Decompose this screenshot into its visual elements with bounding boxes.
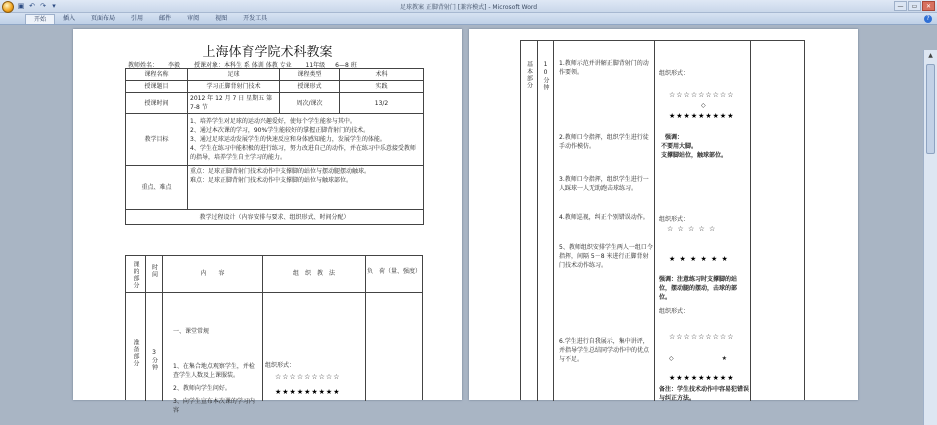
tab-mailings[interactable]: 邮件 — [159, 15, 172, 22]
content-item: 5、教师组织安排学生两人一组口令指挥，间隔 5－8 米进行正脚背射门技术动作练习。 — [559, 244, 653, 269]
content-item: 3、向学生宣布本次课的学习内容 — [173, 398, 255, 414]
maximize-icon[interactable]: ▭ — [908, 1, 921, 11]
form-value[interactable]: 实践 — [340, 81, 424, 93]
org-cell[interactable] — [263, 293, 366, 401]
minimize-icon[interactable]: — — [894, 1, 907, 11]
tab-review[interactable]: 审阅 — [187, 15, 200, 22]
load-cell[interactable] — [366, 293, 422, 401]
formation-hollow-stars: ☆☆☆☆☆☆☆☆☆ — [669, 333, 735, 341]
content-item: 1.教师示范并讲解正脚背射门的动作要领。 — [559, 60, 649, 76]
basic-part-table — [520, 40, 805, 400]
time-value[interactable]: 2012 年 12 月 7 日 星期五 第 7-8 节 — [188, 93, 280, 114]
target-value: 本科生 系 体训 体教 专业 — [223, 62, 292, 69]
emphasis-label: 强调： — [665, 134, 684, 141]
note-paragraph: 备注：学生技术动作中容易犯错误与纠正方法。 — [659, 386, 750, 402]
content-item: 一、课堂常规 — [173, 328, 210, 335]
content-item: 2.教师口令指挥，组织学生进行徒手动作模仿。 — [559, 134, 649, 150]
org-label: 组织形式： — [659, 308, 690, 315]
content-item: 6.学生进行自我展示，集中讲评，并指导学生总结同学动作中的优点与不足。 — [559, 338, 650, 363]
col-org-header: 组 织 教 法 — [263, 256, 366, 293]
content-cell[interactable] — [163, 293, 263, 414]
load-cell[interactable] — [751, 41, 805, 401]
goal-item: 4、学生在练习中能积极的进行练习，努力改进自己的动作，并在练习中乐意接受教师的指导，培养学生自主学习的能力。 — [190, 145, 416, 161]
org-label: 组织形式： — [659, 216, 690, 223]
diamond-star-markers: ◇ ★ — [669, 355, 727, 362]
part-cell: 基本部分 — [521, 41, 538, 401]
emphasis-paragraph: 强调：注意练习时支撑脚的站位，摆动腿的摆动，击球的部位。 — [659, 276, 738, 301]
col-content-header: 内 容 — [163, 256, 263, 293]
emphasis-line: 支撑脚站位，触球部位。 — [661, 152, 728, 159]
org-label: 组织形式： — [265, 362, 296, 369]
save-icon[interactable]: ▣ — [17, 2, 25, 10]
course-name-label: 课程名称 — [126, 69, 188, 81]
title-bar — [0, 0, 937, 13]
teacher-name: 李毅 — [168, 62, 181, 69]
emphasis-line: 不要用大脚。 — [661, 143, 698, 150]
page-1[interactable] — [73, 29, 462, 414]
window-controls — [894, 1, 935, 11]
grade-label: 11年级 — [305, 62, 326, 69]
target-label: 授课对象： — [193, 62, 224, 69]
form-label: 授课形式 — [280, 81, 340, 93]
lesson-info-table — [125, 68, 424, 225]
teacher-diamond-marker: ◇ — [701, 102, 706, 109]
time-cell: 10分钟 — [538, 41, 554, 401]
content-item: 2、教师向学生问好。 — [173, 385, 231, 392]
course-type-value[interactable]: 术科 — [340, 69, 424, 81]
process-header: 教学过程设计（内容安排与要求、组织形式、时间分配） — [126, 210, 424, 225]
time-label: 授课时间 — [126, 93, 188, 114]
key-point-item: 难点：足球正脚背射门技术动作中支撑脚的站位与触球部位。 — [190, 177, 353, 184]
scroll-up-icon[interactable]: ▲ — [928, 52, 933, 59]
tab-view[interactable]: 视图 — [215, 15, 228, 22]
window-title: 足球教案 正脚背射门 [兼容模式] - Microsoft Word — [399, 4, 538, 11]
week-value[interactable]: 13/2 — [340, 93, 424, 114]
time-cell: 3分钟 — [146, 293, 163, 401]
formation-hollow-stars: ☆☆☆☆☆☆☆☆☆ — [669, 91, 735, 99]
key-points-list[interactable] — [188, 166, 424, 210]
topic-label: 授课题目 — [126, 81, 188, 93]
formation-hollow-stars: ☆ ☆ ☆ ☆ ☆ — [667, 225, 717, 233]
content-item: 4.教师巡视，纠正个别错误动作。 — [559, 214, 649, 221]
tab-references[interactable]: 引用 — [131, 15, 144, 22]
document-title: 上海体育学院术科教案 — [202, 45, 333, 60]
formation-solid-stars: ★★★★★★★★★ — [669, 112, 735, 120]
formation-solid-stars: ★ ★ ★ ★ ★ ★ — [669, 255, 729, 263]
goal-item: 3、通过足球运动发展学生的快速反应和身体感知能力，发展学生的体能。 — [190, 136, 386, 143]
ribbon — [0, 13, 937, 25]
page-2[interactable] — [469, 29, 858, 400]
formation-solid-stars: ★★★★★★★★★ — [275, 388, 341, 396]
goal-list[interactable] — [188, 114, 424, 166]
goal-label: 教学目标 — [126, 114, 188, 166]
class-label: 6—8 班 — [335, 62, 357, 69]
process-table — [125, 255, 423, 414]
tab-home[interactable]: 开始 — [25, 14, 55, 24]
part-cell: 准备部分 — [126, 293, 146, 401]
ribbon-tabs — [25, 14, 275, 24]
topic-value[interactable]: 学习正脚背射门技术 — [188, 81, 280, 93]
content-item: 1、在集合地点观察学生，并检查学生人数及上课服装。 — [173, 363, 255, 379]
redo-icon[interactable]: ↷ — [40, 2, 46, 10]
col-part-header: 课的部分 — [126, 256, 146, 293]
course-name-value[interactable]: 足球 — [188, 69, 280, 81]
help-icon[interactable]: ? — [924, 15, 932, 23]
org-label: 组织形式： — [659, 70, 690, 77]
tab-page-layout[interactable]: 页面布局 — [91, 15, 116, 22]
key-point-item: 重点：足球正脚背射门技术动作中支撑脚的站位与摆动腿摆动触球。 — [190, 168, 371, 175]
key-points-label: 重点、难点 — [126, 166, 188, 210]
formation-solid-stars: ★★★★★★★★★ — [669, 374, 735, 382]
scroll-thumb[interactable] — [926, 64, 935, 154]
teacher-label: 教师姓名： — [128, 62, 159, 69]
document-workspace — [0, 25, 937, 414]
week-label: 周次/课次 — [280, 93, 340, 114]
office-button[interactable] — [2, 1, 14, 13]
customize-toolbar-icon[interactable]: ▾ — [52, 2, 56, 10]
undo-icon[interactable]: ↶ — [29, 2, 35, 10]
tab-insert[interactable]: 插入 — [63, 15, 76, 22]
formation-hollow-stars: ☆☆☆☆☆☆☆☆☆ — [275, 373, 341, 381]
content-item: 3.教师口令指挥，组织学生进行一人踩球一人无助跑击球练习。 — [559, 176, 649, 192]
tab-developer[interactable]: 开发工具 — [243, 15, 268, 22]
goal-item: 2、通过本次课的学习，90%学生能较好的掌握正脚背射门的技术。 — [190, 127, 370, 134]
goal-item: 1、培养学生对足球的运动兴趣爱好，使每个学生能参与其中。 — [190, 118, 356, 125]
col-load-header: 负 荷（量、强度） — [366, 256, 422, 293]
course-type-label: 课程类型 — [280, 69, 340, 81]
close-icon[interactable]: ✕ — [922, 1, 935, 11]
col-time-header: 时间 — [146, 256, 163, 293]
vertical-scrollbar[interactable] — [923, 50, 937, 425]
